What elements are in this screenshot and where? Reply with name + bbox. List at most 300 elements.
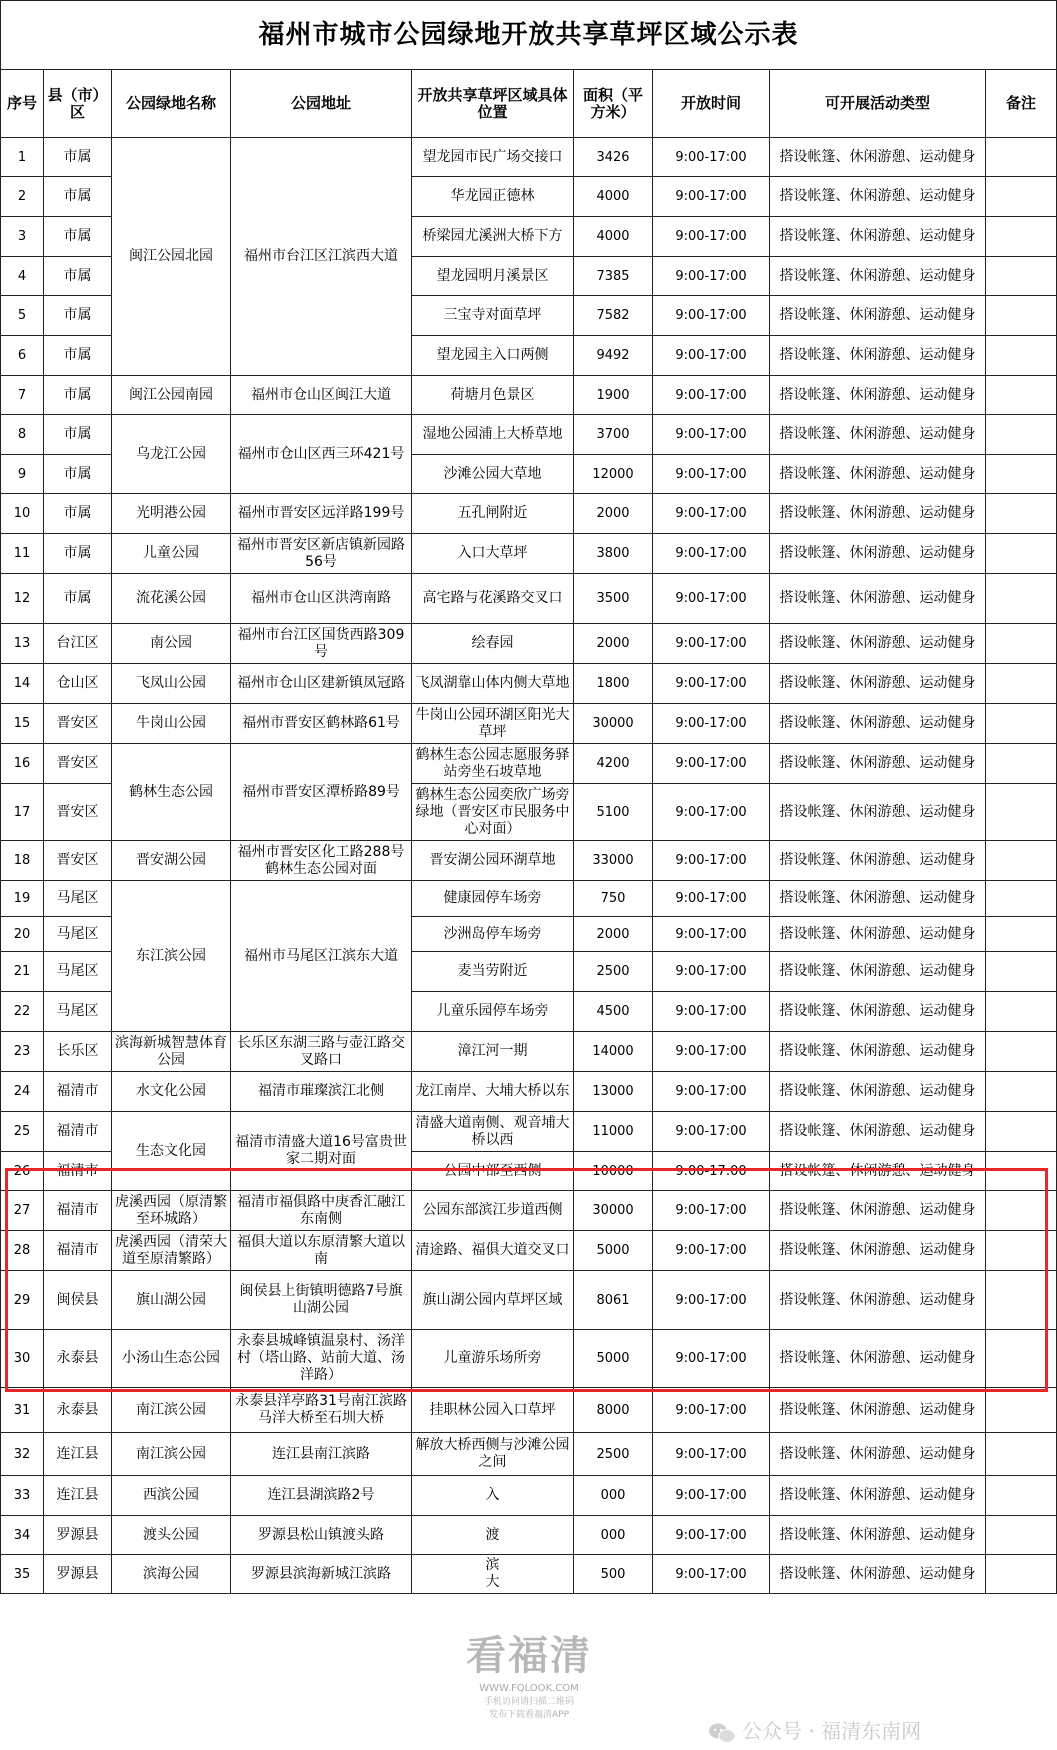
cell-activity-types: 搭设帐篷、休闲游憩、运动健身 <box>770 1516 986 1555</box>
cell-open-hours: 9:00-17:00 <box>653 534 770 574</box>
cell-remarks <box>986 917 1057 952</box>
cell-district: 晋安区 <box>44 744 112 784</box>
cell-open-hours: 9:00-17:00 <box>653 257 770 296</box>
cell-remarks <box>986 1555 1057 1594</box>
table-row <box>1 494 1057 534</box>
cell-area: 000 <box>574 1516 653 1555</box>
watermark-stamp <box>448 1618 610 1750</box>
cell-index: 15 <box>1 704 44 744</box>
cell-district: 福清市 <box>44 1152 112 1191</box>
cell-remarks <box>986 494 1057 534</box>
table-row <box>1 574 1057 624</box>
cell-remarks <box>986 336 1057 376</box>
cell-open-hours: 9:00-17:00 <box>653 624 770 664</box>
cell-open-hours: 9:00-17:00 <box>653 881 770 917</box>
cell-remarks <box>986 992 1057 1032</box>
cell-park-address: 福州市马尾区江滨东大道 <box>231 881 412 1032</box>
cell-remarks <box>986 881 1057 917</box>
header-park-name: 公园绿地名称 <box>112 70 231 138</box>
cell-open-hours: 9:00-17:00 <box>653 992 770 1032</box>
cell-park-name: 虎溪西园（原清繁至环城路） <box>112 1191 231 1231</box>
cell-lawn-location: 望龙园主入口两侧 <box>412 336 574 376</box>
cell-lawn-location: 清盛大道南侧、观音埔大桥以西 <box>412 1112 574 1152</box>
cell-index: 20 <box>1 917 44 952</box>
cell-open-hours: 9:00-17:00 <box>653 415 770 455</box>
cell-area: 2000 <box>574 917 653 952</box>
cell-open-hours: 9:00-17:00 <box>653 455 770 494</box>
cell-area: 33000 <box>574 841 653 881</box>
cell-index: 17 <box>1 784 44 841</box>
cell-district: 连江县 <box>44 1476 112 1516</box>
cell-area: 3500 <box>574 574 653 624</box>
cell-remarks <box>986 1112 1057 1152</box>
cell-park-address: 连江县湖滨路2号 <box>231 1476 412 1516</box>
table-row <box>1 1191 1057 1231</box>
cell-area: 10000 <box>574 1152 653 1191</box>
cell-park-address: 福州市仓山区闽江大道 <box>231 376 412 415</box>
cell-activity-types: 搭设帐篷、休闲游憩、运动健身 <box>770 1330 986 1388</box>
cell-area: 3800 <box>574 534 653 574</box>
cell-open-hours: 9:00-17:00 <box>653 574 770 624</box>
cell-district: 市属 <box>44 494 112 534</box>
cell-district: 市属 <box>44 455 112 494</box>
cell-lawn-location: 入 <box>412 1476 574 1516</box>
cell-activity-types: 搭设帐篷、休闲游憩、运动健身 <box>770 992 986 1032</box>
cell-lawn-location: 绘春园 <box>412 624 574 664</box>
cell-index: 27 <box>1 1191 44 1231</box>
cell-district: 永泰县 <box>44 1330 112 1388</box>
cell-park-address: 罗源县滨海新城江滨路 <box>231 1555 412 1594</box>
cell-open-hours: 9:00-17:00 <box>653 1330 770 1388</box>
cell-park-name: 滨海公园 <box>112 1555 231 1594</box>
cell-park-name: 南江滨公园 <box>112 1388 231 1433</box>
cell-index: 24 <box>1 1072 44 1112</box>
cell-index: 2 <box>1 177 44 217</box>
table-row <box>1 744 1057 784</box>
table-row <box>1 1231 1057 1271</box>
cell-remarks <box>986 1271 1057 1330</box>
cell-activity-types: 搭设帐篷、休闲游憩、运动健身 <box>770 415 986 455</box>
header-park-address: 公园地址 <box>231 70 412 138</box>
table-row <box>1 881 1057 917</box>
cell-area: 1900 <box>574 376 653 415</box>
cell-park-name: 光明港公园 <box>112 494 231 534</box>
cell-open-hours: 9:00-17:00 <box>653 1555 770 1594</box>
cell-district: 马尾区 <box>44 992 112 1032</box>
cell-index: 23 <box>1 1032 44 1072</box>
table-row <box>1 704 1057 744</box>
cell-area: 000 <box>574 1476 653 1516</box>
cell-index: 22 <box>1 992 44 1032</box>
watermark-line1: 手机访问请扫描二维码 <box>483 1697 574 1707</box>
cell-activity-types: 搭设帐篷、休闲游憩、运动健身 <box>770 704 986 744</box>
cell-area: 7582 <box>574 296 653 336</box>
cell-area: 13000 <box>574 1072 653 1112</box>
cell-index: 16 <box>1 744 44 784</box>
cell-district: 晋安区 <box>44 704 112 744</box>
cell-activity-types: 搭设帐篷、休闲游憩、运动健身 <box>770 664 986 704</box>
cell-lawn-location: 高宅路与花溪路交叉口 <box>412 574 574 624</box>
cell-park-name: 晋安湖公园 <box>112 841 231 881</box>
cell-open-hours: 9:00-17:00 <box>653 1271 770 1330</box>
cell-park-address: 福州市台江区国货西路309号 <box>231 624 412 664</box>
cell-open-hours: 9:00-17:00 <box>653 664 770 704</box>
cell-index: 35 <box>1 1555 44 1594</box>
cell-park-address: 福清市福俱路中庚香汇融江东南侧 <box>231 1191 412 1231</box>
cell-district: 永泰县 <box>44 1388 112 1433</box>
cell-district: 马尾区 <box>44 917 112 952</box>
cell-park-address: 永泰县城峰镇温泉村、汤洋村（塔山路、站前大道、汤洋路） <box>231 1330 412 1388</box>
cell-activity-types: 搭设帐篷、休闲游憩、运动健身 <box>770 1231 986 1271</box>
cell-park-name: 牛岗山公园 <box>112 704 231 744</box>
table-row <box>1 415 1057 455</box>
watermark-account <box>708 1716 921 1746</box>
cell-park-name: 乌龙江公园 <box>112 415 231 494</box>
cell-open-hours: 9:00-17:00 <box>653 177 770 217</box>
cell-remarks <box>986 455 1057 494</box>
cell-area: 2500 <box>574 952 653 992</box>
table-body <box>1 138 1057 1594</box>
table-row <box>1 841 1057 881</box>
header-index: 序号 <box>1 70 44 138</box>
cell-area: 14000 <box>574 1032 653 1072</box>
cell-district: 仓山区 <box>44 664 112 704</box>
cell-area: 750 <box>574 881 653 917</box>
cell-remarks <box>986 1032 1057 1072</box>
cell-activity-types: 搭设帐篷、休闲游憩、运动健身 <box>770 917 986 952</box>
cell-remarks <box>986 574 1057 624</box>
cell-open-hours: 9:00-17:00 <box>653 1191 770 1231</box>
cell-area: 2000 <box>574 624 653 664</box>
cell-open-hours: 9:00-17:00 <box>653 296 770 336</box>
cell-district: 市属 <box>44 257 112 296</box>
cell-district: 市属 <box>44 296 112 336</box>
cell-area: 3700 <box>574 415 653 455</box>
cell-lawn-location: 儿童游乐场所旁 <box>412 1330 574 1388</box>
cell-index: 12 <box>1 574 44 624</box>
cell-remarks <box>986 415 1057 455</box>
cell-activity-types: 搭设帐篷、休闲游憩、运动健身 <box>770 1271 986 1330</box>
cell-park-name: 流花溪公园 <box>112 574 231 624</box>
cell-open-hours: 9:00-17:00 <box>653 1476 770 1516</box>
cell-open-hours: 9:00-17:00 <box>653 1388 770 1433</box>
cell-activity-types: 搭设帐篷、休闲游憩、运动健身 <box>770 217 986 257</box>
table-row <box>1 1388 1057 1433</box>
cell-lawn-location: 公园中部至西侧 <box>412 1152 574 1191</box>
cell-lawn-location: 荷塘月色景区 <box>412 376 574 415</box>
cell-index: 9 <box>1 455 44 494</box>
cell-lawn-location: 解放大桥西侧与沙滩公园之间 <box>412 1433 574 1476</box>
cell-index: 28 <box>1 1231 44 1271</box>
header-lawn-location: 开放共享草坪区域具体位置 <box>412 70 574 138</box>
cell-area: 2500 <box>574 1433 653 1476</box>
table-row <box>1 376 1057 415</box>
cell-area: 3426 <box>574 138 653 177</box>
table-row <box>1 138 1057 177</box>
cell-open-hours: 9:00-17:00 <box>653 1032 770 1072</box>
cell-district: 连江县 <box>44 1433 112 1476</box>
cell-activity-types: 搭设帐篷、休闲游憩、运动健身 <box>770 841 986 881</box>
cell-open-hours: 9:00-17:00 <box>653 494 770 534</box>
cell-lawn-location: 鹤林生态公园志愿服务驿站旁坐石坡草地 <box>412 744 574 784</box>
cell-remarks <box>986 1516 1057 1555</box>
cell-remarks <box>986 177 1057 217</box>
cell-remarks <box>986 1152 1057 1191</box>
cell-index: 1 <box>1 138 44 177</box>
cell-park-address: 长乐区东湖三路与壶江路交叉路口 <box>231 1032 412 1072</box>
cell-remarks <box>986 296 1057 336</box>
cell-lawn-location: 公园东部滨江步道西侧 <box>412 1191 574 1231</box>
table-row <box>1 1516 1057 1555</box>
cell-lawn-location: 健康园停车场旁 <box>412 881 574 917</box>
cell-lawn-location: 晋安湖公园环湖草地 <box>412 841 574 881</box>
cell-index: 10 <box>1 494 44 534</box>
table-row <box>1 1271 1057 1330</box>
header-activity-types: 可开展活动类型 <box>770 70 986 138</box>
cell-index: 19 <box>1 881 44 917</box>
cell-activity-types: 搭设帐篷、休闲游憩、运动健身 <box>770 1388 986 1433</box>
cell-index: 31 <box>1 1388 44 1433</box>
cell-area: 11000 <box>574 1112 653 1152</box>
cell-activity-types: 搭设帐篷、休闲游憩、运动健身 <box>770 744 986 784</box>
cell-park-address: 连江县南江滨路 <box>231 1433 412 1476</box>
table-row <box>1 1032 1057 1072</box>
cell-open-hours: 9:00-17:00 <box>653 917 770 952</box>
cell-remarks <box>986 1072 1057 1112</box>
cell-park-address: 福州市晋安区鹤林路61号 <box>231 704 412 744</box>
cell-lawn-location: 湿地公园浦上大桥草地 <box>412 415 574 455</box>
cell-activity-types: 搭设帐篷、休闲游憩、运动健身 <box>770 177 986 217</box>
cell-open-hours: 9:00-17:00 <box>653 784 770 841</box>
cell-open-hours: 9:00-17:00 <box>653 138 770 177</box>
table-row <box>1 1476 1057 1516</box>
cell-open-hours: 9:00-17:00 <box>653 1433 770 1476</box>
cell-park-address: 福州市晋安区潭桥路89号 <box>231 744 412 841</box>
cell-district: 福清市 <box>44 1112 112 1152</box>
cell-open-hours: 9:00-17:00 <box>653 1516 770 1555</box>
cell-index: 14 <box>1 664 44 704</box>
cell-activity-types: 搭设帐篷、休闲游憩、运动健身 <box>770 784 986 841</box>
cell-activity-types: 搭设帐篷、休闲游憩、运动健身 <box>770 952 986 992</box>
cell-open-hours: 9:00-17:00 <box>653 1072 770 1112</box>
cell-district: 晋安区 <box>44 784 112 841</box>
cell-lawn-location: 三宝寺对面草坪 <box>412 296 574 336</box>
cell-park-address: 福州市仓山区西三环421号 <box>231 415 412 494</box>
cell-park-name: 飞凤山公园 <box>112 664 231 704</box>
cell-park-name: 南江滨公园 <box>112 1433 231 1476</box>
cell-open-hours: 9:00-17:00 <box>653 841 770 881</box>
table-row <box>1 1555 1057 1594</box>
cell-district: 台江区 <box>44 624 112 664</box>
cell-park-address: 福俱大道以东原清繁大道以南 <box>231 1231 412 1271</box>
cell-park-name: 生态文化园 <box>112 1112 231 1191</box>
watermark-account-text: 公众号 · 福清东南网 <box>742 1719 922 1743</box>
cell-lawn-location: 桥梁园尤溪洲大桥下方 <box>412 217 574 257</box>
cell-lawn-location: 滨 大 <box>412 1555 574 1594</box>
cell-park-name: 小汤山生态公园 <box>112 1330 231 1388</box>
cell-activity-types: 搭设帐篷、休闲游憩、运动健身 <box>770 881 986 917</box>
cell-activity-types: 搭设帐篷、休闲游憩、运动健身 <box>770 1152 986 1191</box>
cell-area: 7385 <box>574 257 653 296</box>
header-open-hours: 开放时间 <box>653 70 770 138</box>
cell-park-name: 闽江公园北园 <box>112 138 231 376</box>
cell-area: 4000 <box>574 217 653 257</box>
cell-lawn-location: 望龙园市民广场交接口 <box>412 138 574 177</box>
cell-remarks <box>986 217 1057 257</box>
cell-lawn-location: 入口大草坪 <box>412 534 574 574</box>
cell-park-name: 水文化公园 <box>112 1072 231 1112</box>
cell-open-hours: 9:00-17:00 <box>653 952 770 992</box>
cell-activity-types: 搭设帐篷、休闲游憩、运动健身 <box>770 1476 986 1516</box>
cell-park-address: 福清市璀璨滨江北侧 <box>231 1072 412 1112</box>
cell-remarks <box>986 1433 1057 1476</box>
cell-area: 4200 <box>574 744 653 784</box>
cell-index: 7 <box>1 376 44 415</box>
cell-remarks <box>986 704 1057 744</box>
cell-activity-types: 搭设帐篷、休闲游憩、运动健身 <box>770 138 986 177</box>
cell-remarks <box>986 784 1057 841</box>
cell-district: 罗源县 <box>44 1516 112 1555</box>
cell-park-address: 福州市仓山区洪湾南路 <box>231 574 412 624</box>
cell-remarks <box>986 952 1057 992</box>
cell-park-name: 东江滨公园 <box>112 881 231 1032</box>
cell-remarks <box>986 744 1057 784</box>
cell-area: 4500 <box>574 992 653 1032</box>
cell-area: 8000 <box>574 1388 653 1433</box>
cell-open-hours: 9:00-17:00 <box>653 336 770 376</box>
cell-area: 5100 <box>574 784 653 841</box>
table-title: 福州市城市公园绿地开放共享草坪区域公示表 <box>1 1 1057 70</box>
cell-activity-types: 搭设帐篷、休闲游憩、运动健身 <box>770 494 986 534</box>
cell-park-name: 儿童公园 <box>112 534 231 574</box>
cell-activity-types: 搭设帐篷、休闲游憩、运动健身 <box>770 1112 986 1152</box>
cell-district: 罗源县 <box>44 1555 112 1594</box>
cell-index: 25 <box>1 1112 44 1152</box>
cell-remarks <box>986 1191 1057 1231</box>
cell-park-address: 闽侯县上街镇明德路7号旗山湖公园 <box>231 1271 412 1330</box>
cell-district: 市属 <box>44 138 112 177</box>
cell-remarks <box>986 1476 1057 1516</box>
cell-index: 13 <box>1 624 44 664</box>
watermark-url: WWW.FQLOOK.COM <box>479 1683 579 1694</box>
cell-activity-types: 搭设帐篷、休闲游憩、运动健身 <box>770 624 986 664</box>
cell-area: 12000 <box>574 455 653 494</box>
cell-remarks <box>986 664 1057 704</box>
cell-park-name: 闽江公园南园 <box>112 376 231 415</box>
cell-index: 32 <box>1 1433 44 1476</box>
cell-index: 6 <box>1 336 44 376</box>
cell-activity-types: 搭设帐篷、休闲游憩、运动健身 <box>770 336 986 376</box>
header-remarks: 备注 <box>986 70 1057 138</box>
cell-activity-types: 搭设帐篷、休闲游憩、运动健身 <box>770 1433 986 1476</box>
cell-park-address: 福清市清盛大道16号富贵世家二期对面 <box>231 1112 412 1191</box>
cell-remarks <box>986 841 1057 881</box>
cell-open-hours: 9:00-17:00 <box>653 376 770 415</box>
cell-index: 18 <box>1 841 44 881</box>
cell-park-address: 福州市晋安区远洋路199号 <box>231 494 412 534</box>
cell-area: 2000 <box>574 494 653 534</box>
cell-remarks <box>986 376 1057 415</box>
cell-index: 8 <box>1 415 44 455</box>
header-district: 县（市）区 <box>44 70 112 138</box>
cell-park-address: 罗源县松山镇渡头路 <box>231 1516 412 1555</box>
table-row <box>1 1433 1057 1476</box>
cell-lawn-location: 麦当劳附近 <box>412 952 574 992</box>
cell-district: 晋安区 <box>44 841 112 881</box>
cell-lawn-location: 旗山湖公园内草坪区域 <box>412 1271 574 1330</box>
cell-index: 30 <box>1 1330 44 1388</box>
cell-park-address: 福州市晋安区新店镇新园路56号 <box>231 534 412 574</box>
cell-district: 福清市 <box>44 1231 112 1271</box>
cell-activity-types: 搭设帐篷、休闲游憩、运动健身 <box>770 1555 986 1594</box>
cell-index: 21 <box>1 952 44 992</box>
table-row <box>1 624 1057 664</box>
cell-open-hours: 9:00-17:00 <box>653 217 770 257</box>
cell-lawn-location: 儿童乐园停车场旁 <box>412 992 574 1032</box>
cell-lawn-location: 五孔闸附近 <box>412 494 574 534</box>
cell-area: 30000 <box>574 1191 653 1231</box>
cell-open-hours: 9:00-17:00 <box>653 1231 770 1271</box>
cell-remarks <box>986 1231 1057 1271</box>
cell-park-address: 永泰县洋亭路31号南江滨路马洋大桥至石圳大桥 <box>231 1388 412 1433</box>
cell-district: 市属 <box>44 336 112 376</box>
cell-remarks <box>986 138 1057 177</box>
cell-park-address: 福州市晋安区化工路288号鹤林生态公园对面 <box>231 841 412 881</box>
cell-index: 34 <box>1 1516 44 1555</box>
cell-lawn-location: 华龙园正德林 <box>412 177 574 217</box>
cell-index: 11 <box>1 534 44 574</box>
cell-district: 马尾区 <box>44 881 112 917</box>
watermark-line2: 发布下载看福清APP <box>488 1710 569 1720</box>
cell-area: 8061 <box>574 1271 653 1330</box>
cell-remarks <box>986 1388 1057 1433</box>
cell-area: 1800 <box>574 664 653 704</box>
watermark-logo: 看福清 <box>466 1633 592 1679</box>
cell-park-name: 西滨公园 <box>112 1476 231 1516</box>
cell-district: 市属 <box>44 574 112 624</box>
cell-index: 5 <box>1 296 44 336</box>
cell-index: 26 <box>1 1152 44 1191</box>
cell-district: 马尾区 <box>44 952 112 992</box>
cell-district: 市属 <box>44 534 112 574</box>
cell-open-hours: 9:00-17:00 <box>653 704 770 744</box>
cell-district: 市属 <box>44 177 112 217</box>
cell-activity-types: 搭设帐篷、休闲游憩、运动健身 <box>770 574 986 624</box>
cell-park-address: 福州市仓山区建新镇凤冠路 <box>231 664 412 704</box>
cell-activity-types: 搭设帐篷、休闲游憩、运动健身 <box>770 376 986 415</box>
cell-lawn-location: 望龙园明月溪景区 <box>412 257 574 296</box>
cell-park-name: 滨海新城智慧体育公园 <box>112 1032 231 1072</box>
cell-district: 市属 <box>44 415 112 455</box>
table-row <box>1 664 1057 704</box>
cell-district: 市属 <box>44 217 112 257</box>
cell-lawn-location: 牛岗山公园环湖区阳光大草坪 <box>412 704 574 744</box>
cell-lawn-location: 沙滩公园大草地 <box>412 455 574 494</box>
cell-activity-types: 搭设帐篷、休闲游憩、运动健身 <box>770 1191 986 1231</box>
cell-activity-types: 搭设帐篷、休闲游憩、运动健身 <box>770 1032 986 1072</box>
cell-remarks <box>986 257 1057 296</box>
header-area: 面积（平方米） <box>574 70 653 138</box>
cell-area: 5000 <box>574 1330 653 1388</box>
cell-lawn-location: 飞凤湖靠山体内侧大草地 <box>412 664 574 704</box>
cell-activity-types: 搭设帐篷、休闲游憩、运动健身 <box>770 296 986 336</box>
cell-lawn-location: 渡 <box>412 1516 574 1555</box>
cell-area: 4000 <box>574 177 653 217</box>
table-row <box>1 1072 1057 1112</box>
cell-park-name: 渡头公园 <box>112 1516 231 1555</box>
cell-area: 500 <box>574 1555 653 1594</box>
table-row <box>1 1112 1057 1152</box>
